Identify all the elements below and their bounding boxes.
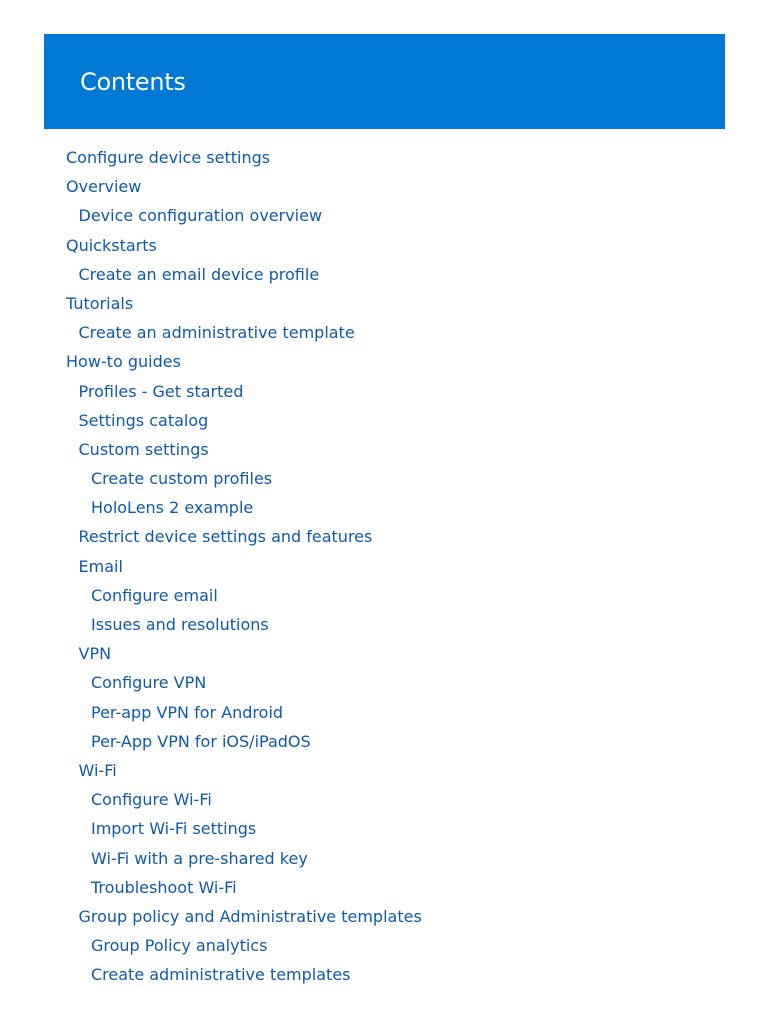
table-of-contents	[66, 143, 422, 989]
toc-link-create-an-administrative-template[interactable]: Create an administrative template	[78, 323, 355, 343]
toc-link-overview[interactable]: Overview	[66, 177, 142, 197]
toc-link-wi-fi-with-a-pre-shared-key[interactable]: Wi-Fi with a pre-shared key	[91, 848, 308, 868]
toc-link-per-app-vpn-for-android[interactable]: Per-app VPN for Android	[91, 702, 284, 722]
toc-link-profiles-get-started[interactable]: Profiles - Get started	[78, 381, 244, 401]
toc-link-email[interactable]: Email	[78, 556, 123, 576]
toc-link-create-custom-profiles[interactable]: Create custom profiles	[91, 469, 273, 489]
toc-link-custom-settings[interactable]: Custom settings	[78, 439, 209, 459]
toc-link-group-policy-analytics[interactable]: Group Policy analytics	[91, 936, 268, 956]
toc-link-device-configuration-overview[interactable]: Device configuration overview	[78, 206, 323, 226]
toc-link-group-policy-and-administrative-templates[interactable]: Group policy and Administrative templates	[78, 906, 422, 926]
toc-link-tutorials[interactable]: Tutorials	[66, 293, 134, 313]
toc-link-per-app-vpn-for-ios-ipados[interactable]: Per-App VPN for iOS/iPadOS	[91, 731, 311, 751]
toc-link-hololens-2-example[interactable]: HoloLens 2 example	[91, 498, 254, 518]
contents-header	[44, 34, 725, 129]
toc-link-import-wi-fi-settings[interactable]: Import Wi-Fi settings	[91, 819, 257, 839]
toc-link-configure-email[interactable]: Configure email	[91, 585, 218, 605]
toc-link-wi-fi[interactable]: Wi-Fi	[78, 760, 117, 780]
toc-link-create-administrative-templates[interactable]: Create administrative templates	[91, 965, 351, 985]
toc-link-troubleshoot-wi-fi[interactable]: Troubleshoot Wi-Fi	[91, 877, 237, 897]
toc-link-vpn[interactable]: VPN	[78, 644, 112, 664]
page-title: Contents	[80, 68, 186, 96]
toc-link-quickstarts[interactable]: Quickstarts	[66, 235, 157, 255]
toc-link-restrict-device-settings-and-features[interactable]: Restrict device settings and features	[78, 527, 373, 547]
toc-link-how-to-guides[interactable]: How-to guides	[66, 352, 181, 372]
toc-link-create-an-email-device-profile[interactable]: Create an email device profile	[78, 264, 320, 284]
toc-link-configure-device-settings[interactable]: Configure device settings	[66, 148, 271, 167]
toc-link-configure-wi-fi[interactable]: Configure Wi-Fi	[91, 790, 212, 810]
toc-link-issues-and-resolutions[interactable]: Issues and resolutions	[91, 615, 269, 634]
toc-link-configure-vpn[interactable]: Configure VPN	[91, 673, 207, 693]
toc-link-settings-catalog[interactable]: Settings catalog	[78, 410, 209, 430]
